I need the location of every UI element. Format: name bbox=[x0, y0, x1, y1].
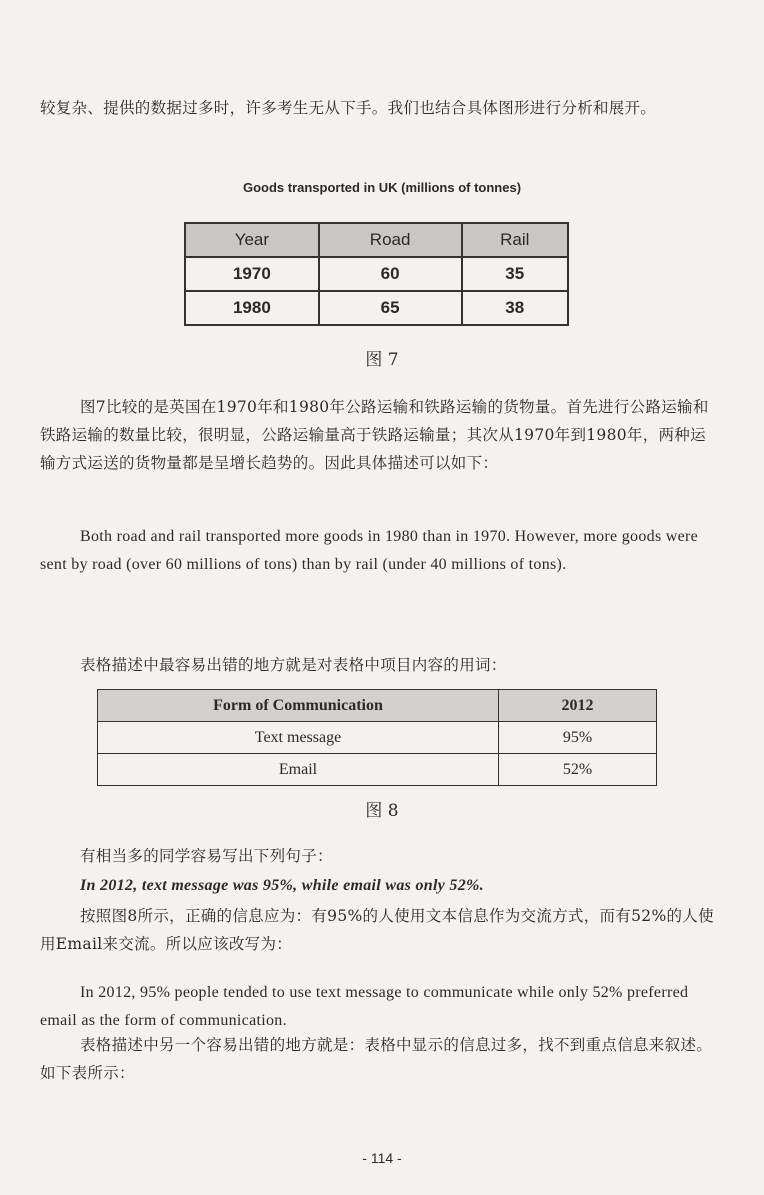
table-header-row bbox=[185, 223, 568, 257]
figure8-table bbox=[97, 689, 657, 786]
table-wording-intro: 表格描述中最容易出错的地方就是对表格中项目内容的用词： bbox=[80, 656, 507, 674]
common-error-intro: 有相当多的同学容易写出下列句子： bbox=[80, 847, 333, 865]
table-cell: 95% bbox=[499, 722, 657, 754]
table-row bbox=[185, 291, 568, 325]
header-2012: 2012 bbox=[499, 690, 657, 722]
figure7-description-en: Both road and rail transported more goods in 1980 than in 1970. However, more goods were sent by road (over 60 millions of tons) than by rail (under 40 millions of tons). bbox=[40, 528, 699, 573]
header-road: Road bbox=[319, 223, 462, 257]
header-year: Year bbox=[185, 223, 319, 257]
correct-sentence-en: In 2012, 95% people tended to use text message to communicate while only 52% preferred email as the form of communication. bbox=[40, 984, 689, 1029]
last-paragraph: 表格描述中另一个容易出错的地方就是：表格中显示的信息过多，找不到重点信息来叙述。如下表所示： bbox=[40, 1036, 713, 1082]
intro-paragraph: 较复杂、提供的数据过多时，许多考生无从下手。我们也结合具体图形进行分析和展开。 bbox=[40, 99, 657, 117]
table-cell: Email bbox=[98, 754, 499, 786]
table-row bbox=[98, 722, 657, 754]
figure7-description-cn: 图7比较的是英国在1970年和1980年公路运输和铁路运输的货物量。首先进行公路运输和铁路运输的数量比较，很明显，公路运输量高于铁路运输量；其次从1970年到1980年，两种运输方式运送的货物量都是呈增长趋势的。因此具体描述可以如下： bbox=[40, 398, 709, 472]
page-number: - 114 - bbox=[362, 1150, 402, 1166]
table-cell: 52% bbox=[499, 754, 657, 786]
table-cell: 60 bbox=[319, 257, 462, 291]
table-cell: 35 bbox=[462, 257, 569, 291]
wrong-sentence: In 2012, text message was 95%, while email was only 52%. bbox=[80, 877, 484, 894]
figure7-table bbox=[184, 222, 569, 326]
table-cell: 65 bbox=[319, 291, 462, 325]
table-row bbox=[185, 257, 568, 291]
table-header-row bbox=[98, 690, 657, 722]
header-rail: Rail bbox=[462, 223, 569, 257]
table-cell: 1970 bbox=[185, 257, 319, 291]
table-cell: 1980 bbox=[185, 291, 319, 325]
correct-info-cn: 按照图8所示，正确的信息应为：有95%的人使用文本信息作为交流方式，而有52%的人使用Email来交流。所以应该改写为： bbox=[40, 907, 714, 953]
header-form: Form of Communication bbox=[98, 690, 499, 722]
table-cell: 38 bbox=[462, 291, 569, 325]
figure7-label: 图 7 bbox=[365, 350, 399, 370]
table-row bbox=[98, 754, 657, 786]
table-cell: Text message bbox=[98, 722, 499, 754]
figure7-title: Goods transported in UK (millions of tonnes) bbox=[242, 180, 522, 195]
figure8-label: 图 8 bbox=[365, 801, 399, 821]
